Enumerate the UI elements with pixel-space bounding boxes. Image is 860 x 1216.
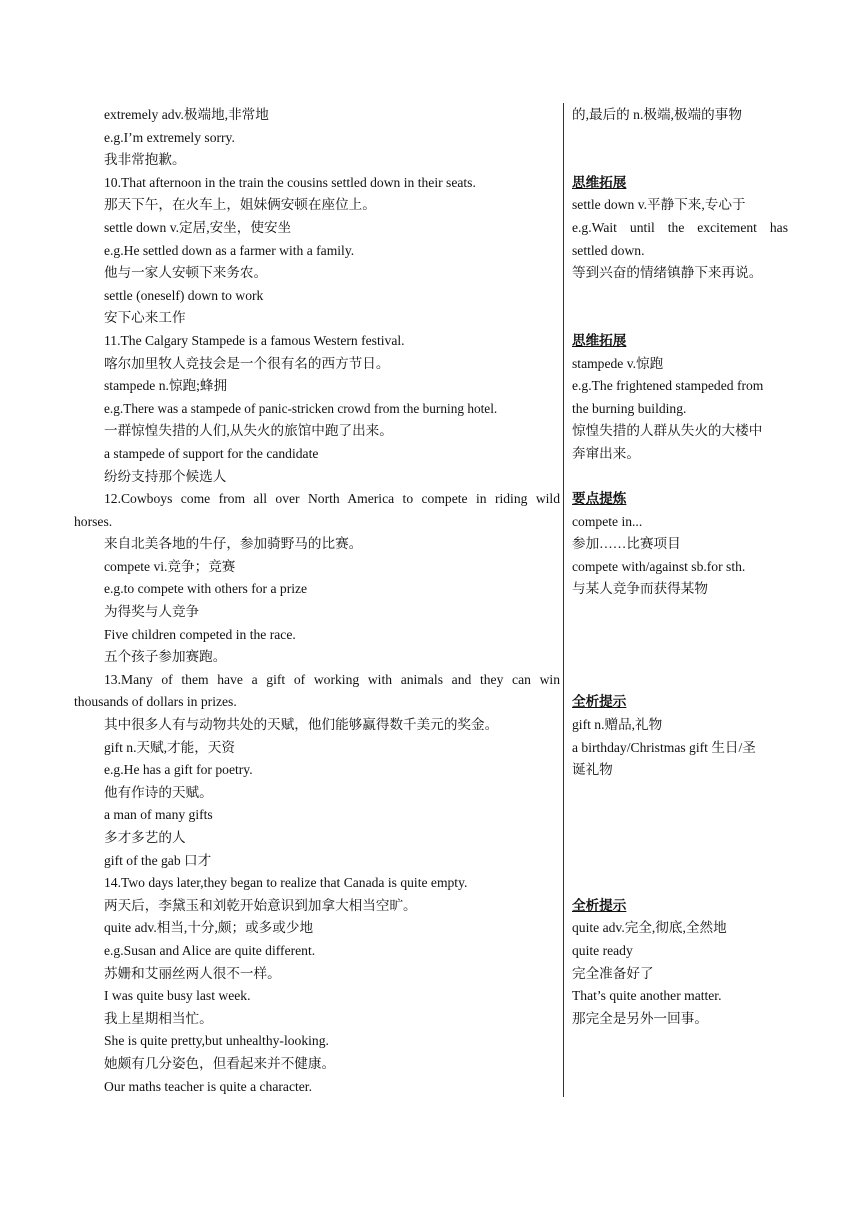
note-line: That’s quite another matter. [572, 988, 722, 1004]
text-line: 13.Many of them have a gift of working with animals and they can win [104, 671, 560, 687]
note-line: 完全准备好了 [572, 965, 654, 981]
text-line: 那天下午，在火车上，姐妹俩安顿在座位上。 [104, 197, 376, 213]
spacer [572, 782, 788, 805]
text-line: horses. [74, 513, 113, 529]
section-heading: 要点提炼 [572, 491, 627, 507]
text-line: 一群惊惶失措的人们,从失火的旅馆中跑了出来。 [104, 423, 393, 439]
section-heading: 全析提示 [572, 897, 627, 913]
note-line: settled down. [572, 242, 645, 258]
section-heading: 思维拓展 [572, 174, 627, 190]
spacer [572, 872, 788, 895]
note-line: 参加……比赛项目 [572, 536, 681, 552]
text-line: 我非常抱歉。 [104, 152, 186, 168]
text-line: e.g.to compete with others for a prize [104, 581, 308, 597]
text-line: gift of the gab 口才 [104, 852, 212, 868]
note-line: a birthday/Christmas gift 生日/圣 [572, 739, 756, 755]
note-line: 与某人竞争而获得某物 [572, 581, 708, 597]
text-line: a stampede of support for the candidate [104, 445, 319, 461]
text-line: 喀尔加里牧人竞技会是一个很有名的西方节日。 [104, 355, 390, 371]
note-line: compete in... [572, 513, 643, 529]
spacer [572, 307, 788, 330]
text-line: 10.That afternoon in the train the cousins settled down in their seats. [104, 174, 476, 190]
spacer [572, 601, 788, 624]
text-line: 12.Cowboys come from all over North America to compete in riding wild [104, 491, 560, 507]
note-line: quite ready [572, 942, 633, 958]
note-line: gift n.赠品,礼物 [572, 717, 663, 733]
text-line: 其中很多人有与动物共处的天赋，他们能够赢得数千美元的奖金。 [104, 717, 499, 733]
text-line: I was quite busy last week. [104, 988, 251, 1004]
text-line: compete vi.竞争；竞赛 [104, 558, 236, 574]
section-heading: 全析提示 [572, 694, 627, 710]
text-line: 他与一家人安顿下来务农。 [104, 265, 268, 281]
note-line: e.g.Wait until the excitement has [572, 219, 788, 235]
spacer [572, 149, 788, 172]
note-line: quite adv.完全,彻底,全然地 [572, 920, 727, 936]
text-line: Five children competed in the race. [104, 626, 296, 642]
note-line: compete with/against sb.for sth. [572, 558, 746, 574]
text-line: 纷纷支持那个候选人 [104, 468, 227, 484]
text-line: a man of many gifts [104, 807, 213, 823]
spacer [572, 669, 788, 692]
text-line: settle down v.定居,安坐，使安坐 [104, 219, 292, 235]
note-line: 等到兴奋的情绪镇静下来再说。 [572, 265, 763, 281]
note-line: 奔窜出来。 [572, 445, 640, 461]
spacer [572, 850, 788, 873]
text-line: e.g.There was a stampede of panic-stricken crowd from the burning hotel. [104, 400, 498, 416]
text-line: Our maths teacher is quite a character. [104, 1078, 312, 1094]
text-line: 安下心来工作 [104, 310, 186, 326]
text-line: 苏姗和艾丽丝两人很不一样。 [104, 965, 281, 981]
text-line: thousands of dollars in prizes. [74, 694, 237, 710]
text-line: e.g.Susan and Alice are quite different. [104, 942, 316, 958]
column-divider [563, 103, 564, 1097]
text-line: settle (oneself) down to work [104, 287, 264, 303]
text-line: 我上星期相当忙。 [104, 1010, 213, 1026]
text-line: 她颇有几分姿色，但看起来并不健康。 [104, 1055, 336, 1071]
text-line: quite adv.相当,十分,颇；或多或少地 [104, 920, 314, 936]
text-line: 为得奖与人竞争 [104, 604, 200, 620]
spacer [572, 285, 788, 308]
text-line: 两天后，李黛玉和刘乾开始意识到加拿大相当空旷。 [104, 897, 417, 913]
note-line: settle down v.平静下来,专心于 [572, 197, 746, 213]
note-line: 惊惶失措的人群从失火的大楼中 [572, 423, 763, 439]
text-line: 来自北美各地的牛仔，参加骑野马的比赛。 [104, 536, 363, 552]
text-line: e.g.He has a gift for poetry. [104, 762, 253, 778]
sidebar-notes-column [572, 104, 788, 1030]
note-line: 诞礼物 [572, 762, 613, 778]
section-heading: 思维拓展 [572, 332, 627, 348]
main-text-column [74, 104, 560, 1098]
note-line: the burning building. [572, 400, 687, 416]
note-line: 的,最后的 n.极端,极端的事物 [572, 107, 742, 122]
text-line: e.g.He settled down as a farmer with a family. [104, 242, 355, 258]
spacer [572, 646, 788, 669]
text-line: She is quite pretty,but unhealthy-looking. [104, 1033, 329, 1049]
note-line: stampede v.惊跑 [572, 355, 664, 371]
text-line: 14.Two days later,they began to realize that Canada is quite empty. [104, 875, 468, 891]
text-line: 他有作诗的天赋。 [104, 784, 213, 800]
text-line: 多才多艺的人 [104, 830, 186, 845]
note-line: e.g.The frightened stampeded from [572, 378, 764, 394]
text-line: 11.The Calgary Stampede is a famous Western festival. [104, 332, 405, 348]
spacer [572, 804, 788, 827]
spacer [572, 827, 788, 850]
note-line: 那完全是另外一回事。 [572, 1010, 708, 1026]
spacer [572, 127, 788, 150]
spacer [572, 466, 788, 489]
text-line: extremely adv.极端地,非常地 [104, 107, 269, 122]
text-line: gift n.天赋,才能，天资 [104, 739, 236, 755]
text-line: e.g.I’m extremely sorry. [104, 129, 235, 145]
text-line: 五个孩子参加赛跑。 [104, 649, 227, 665]
text-line: stampede n.惊跑;蜂拥 [104, 378, 228, 394]
spacer [572, 624, 788, 647]
